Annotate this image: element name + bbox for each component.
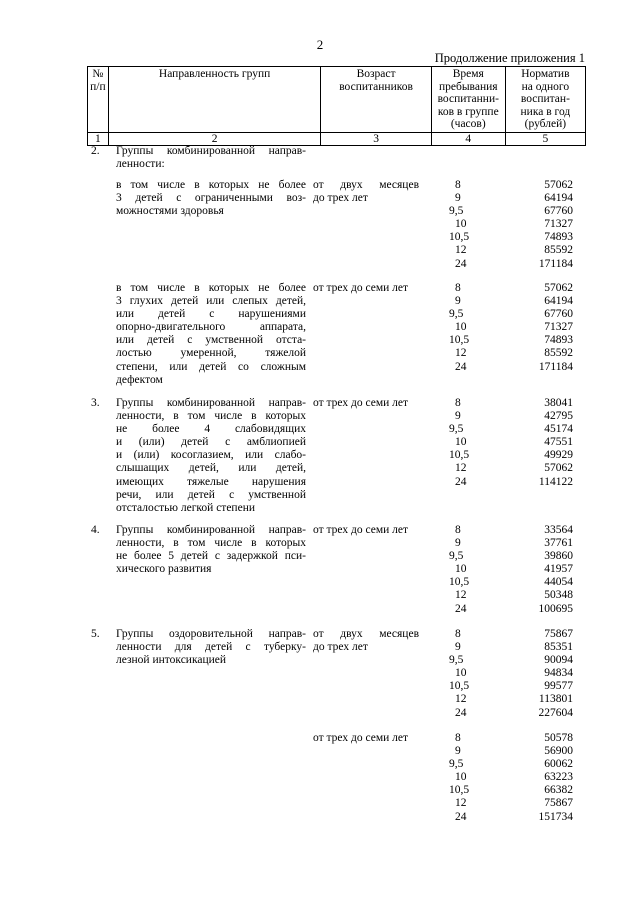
norm-value: 114122 [538, 475, 573, 488]
direction-line: хического развития [116, 563, 212, 576]
hours-value: 24 [455, 360, 467, 373]
hours-value: 24 [455, 706, 467, 719]
norm-list [500, 628, 573, 720]
norm-value: 71327 [544, 321, 573, 334]
hours-list [449, 282, 479, 374]
hours-value: 9,5 [449, 758, 464, 771]
norm-value: 100695 [538, 602, 573, 615]
hours-value: 24 [455, 257, 467, 270]
hours-value: 9 [455, 295, 461, 308]
direction-line: в том числе в которых не более [116, 282, 306, 294]
hours-value: 12 [455, 244, 467, 257]
direction-line: лостью умеренной, тяжелой [116, 347, 306, 360]
norm-list [500, 732, 573, 824]
hours-list [449, 524, 479, 616]
age-range [313, 732, 419, 745]
group-direction [116, 397, 306, 515]
header-row [88, 67, 586, 133]
hours-value: 12 [455, 693, 467, 706]
direction-line: или детей с умственной отста- [116, 334, 306, 347]
hours-value: 8 [455, 524, 461, 536]
direction-line: Группы комбинированной направ- [116, 145, 306, 157]
age-line: от двух месяцев [313, 179, 419, 191]
age-line: от двух месяцев [313, 628, 419, 640]
hours-list [449, 179, 479, 271]
norm-value: 38041 [544, 397, 573, 409]
norm-value: 39860 [544, 550, 573, 563]
hours-value: 8 [455, 397, 461, 409]
norm-value: 85592 [544, 347, 573, 360]
group-direction [116, 628, 306, 667]
direction-line: и (или) косоглазием, или слабо- [116, 449, 306, 462]
age-range [313, 282, 419, 295]
hours-value: 10 [455, 771, 467, 784]
norm-list [500, 524, 573, 616]
age-line: до трех лет [313, 192, 368, 205]
direction-line: в том числе в которых не более [116, 179, 306, 191]
direction-line: Группы комбинированной направ- [116, 397, 306, 409]
norm-value: 33564 [544, 524, 573, 536]
norm-value: 99577 [544, 680, 573, 693]
age-range [313, 524, 419, 537]
hours-value: 10 [455, 436, 467, 449]
continuation-note: Продолжение приложения 1 [434, 51, 585, 65]
age-line: до трех лет [313, 641, 368, 654]
direction-line: можностями здоровья [116, 205, 224, 218]
hours-value: 10,5 [449, 784, 470, 797]
norm-value: 50348 [544, 589, 573, 602]
direction-line: имеющих тяжелые нарушения [116, 475, 306, 488]
direction-line: ленности, в том числе в которых [116, 537, 306, 550]
norm-value: 85351 [544, 641, 573, 654]
age-line: от трех до семи лет [313, 524, 408, 536]
hours-value: 9 [455, 537, 461, 550]
hours-value: 9,5 [449, 423, 464, 436]
norm-value: 171184 [538, 257, 573, 270]
direction-line: и (или) детей с амблиопией [116, 436, 306, 449]
norm-value: 45174 [544, 423, 573, 436]
hours-value: 12 [455, 589, 467, 602]
hours-list [449, 397, 479, 489]
direction-line: дефектом [116, 373, 163, 386]
hours-value: 10,5 [449, 334, 470, 347]
header-number-4: 4 [431, 132, 505, 145]
norm-value: 60062 [544, 758, 573, 771]
direction-line: лезной интоксикацией [116, 654, 227, 667]
header-col-norm: Норматив на одного воспитан- ника в год (рублей) [505, 67, 585, 133]
norm-value: 37761 [544, 537, 573, 550]
norm-list [500, 179, 573, 271]
norm-list [500, 282, 573, 374]
norm-value: 57062 [544, 462, 573, 475]
norm-value: 44054 [544, 576, 573, 589]
norm-value: 171184 [538, 360, 573, 373]
direction-line: слышащих детей, или детей, [116, 462, 306, 475]
direction-line: речи, или детей с умственной [116, 488, 306, 501]
age-line: от трех до семи лет [313, 282, 408, 294]
direction-line: Группы оздоровительной направ- [116, 628, 306, 640]
norm-list [500, 397, 573, 489]
row-number: 2. [91, 145, 100, 157]
norm-value: 63223 [544, 771, 573, 784]
norm-value: 47551 [544, 436, 573, 449]
group-direction [116, 282, 306, 387]
direction-line: 3 детей с ограниченными воз- [116, 192, 306, 205]
age-range [313, 397, 419, 410]
hours-value: 9,5 [449, 308, 464, 321]
hours-value: 10,5 [449, 680, 470, 693]
hours-value: 10 [455, 563, 467, 576]
norm-value: 64194 [544, 295, 573, 308]
header-number-5: 5 [505, 132, 585, 145]
header-col-hours: Время пребывания воспитанни- ков в группе (часов) [431, 67, 505, 133]
hours-value: 24 [455, 602, 467, 615]
header-col-number: № п/п [88, 67, 109, 133]
age-line: от трех до семи лет [313, 397, 408, 409]
group-direction [116, 179, 306, 218]
hours-value: 9,5 [449, 205, 464, 218]
hours-list [449, 732, 479, 824]
hours-list [449, 628, 479, 720]
hours-value: 9 [455, 410, 461, 423]
norm-value: 74893 [544, 334, 573, 347]
hours-value: 9,5 [449, 550, 464, 563]
norm-value: 42795 [544, 410, 573, 423]
age-range [313, 628, 419, 654]
norm-value: 67760 [544, 205, 573, 218]
hours-value: 12 [455, 797, 467, 810]
hours-value: 10 [455, 218, 467, 231]
row-number: 3. [91, 397, 100, 409]
hours-value: 10 [455, 321, 467, 334]
direction-line: ленности для детей с туберку- [116, 641, 306, 654]
direction-line: не более 4 слабовидящих [116, 423, 306, 436]
norm-value: 57062 [544, 179, 573, 191]
direction-line: ленности, в том числе в которых [116, 410, 306, 423]
row-number: 5. [91, 628, 100, 640]
hours-value: 8 [455, 732, 461, 744]
header-number-2: 2 [108, 132, 321, 145]
hours-value: 12 [455, 462, 467, 475]
group-direction [116, 145, 306, 171]
hours-value: 8 [455, 628, 461, 640]
hours-value: 9 [455, 745, 461, 758]
norm-value: 67760 [544, 308, 573, 321]
header-number-3: 3 [321, 132, 431, 145]
header-col-age: Возраст воспитанников [321, 67, 431, 133]
hours-value: 10 [455, 667, 467, 680]
hours-value: 10,5 [449, 576, 470, 589]
norm-value: 75867 [544, 628, 573, 640]
direction-line: степени, или детей со сложным [116, 360, 306, 373]
page-number: 2 [316, 37, 324, 52]
norm-value: 74893 [544, 231, 573, 244]
hours-value: 24 [455, 810, 467, 823]
hours-value: 8 [455, 282, 461, 294]
norm-value: 75867 [544, 797, 573, 810]
direction-line: ленности: [116, 158, 165, 171]
norm-value: 50578 [544, 732, 573, 744]
hours-value: 24 [455, 475, 467, 488]
norm-value: 71327 [544, 218, 573, 231]
direction-line: или детей с нарушениями [116, 308, 306, 321]
hours-value: 12 [455, 347, 467, 360]
norm-value: 94834 [544, 667, 573, 680]
hours-value: 8 [455, 179, 461, 191]
hours-value: 9 [455, 641, 461, 654]
norm-value: 90094 [544, 654, 573, 667]
age-line: от трех до семи лет [313, 732, 408, 744]
direction-line: опорно-двигательного аппарата, [116, 321, 306, 334]
norm-value: 227604 [538, 706, 573, 719]
row-number: 4. [91, 524, 100, 536]
hours-value: 9,5 [449, 654, 464, 667]
norm-value: 57062 [544, 282, 573, 294]
norm-value: 66382 [544, 784, 573, 797]
header-number-1: 1 [88, 132, 109, 145]
direction-line: Группы комбинированной направ- [116, 524, 306, 536]
header-col-direction: Направленность групп [108, 67, 321, 133]
hours-value: 9 [455, 192, 461, 205]
norm-value: 41957 [544, 563, 573, 576]
table-header [87, 66, 586, 146]
direction-line: отсталостью легкой степени [116, 501, 255, 514]
norm-value: 151734 [538, 810, 573, 823]
hours-value: 10,5 [449, 231, 470, 244]
norm-value: 85592 [544, 244, 573, 257]
direction-line: не более 5 детей с задержкой пси- [116, 550, 306, 563]
norm-value: 64194 [544, 192, 573, 205]
header-numbers-row [88, 132, 586, 145]
norm-value: 56900 [544, 745, 573, 758]
norm-value: 49929 [544, 449, 573, 462]
norm-value: 113801 [538, 693, 573, 706]
direction-line: 3 глухих детей или слепых детей, [116, 295, 306, 308]
group-direction [116, 524, 306, 576]
hours-value: 10,5 [449, 449, 470, 462]
age-range [313, 179, 419, 205]
